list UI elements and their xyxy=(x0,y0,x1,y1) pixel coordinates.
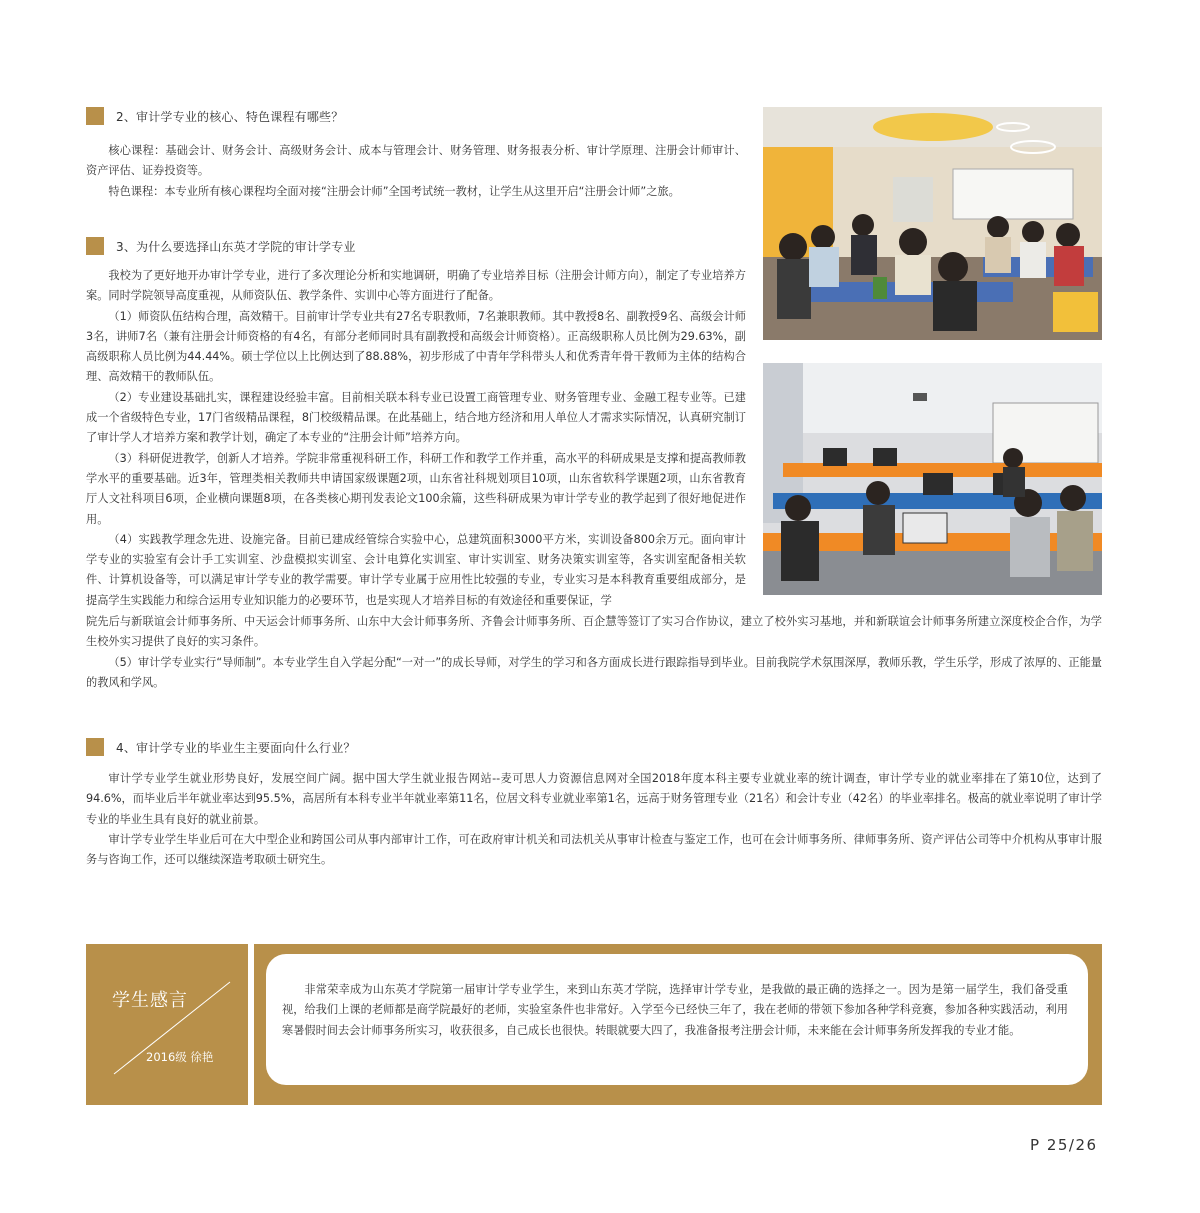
section-3-body: 我校为了更好地开办审计学专业，进行了多次理论分析和实地调研，明确了专业培养目标（注册会计师方向），制定了专业培养方案。同时学院领导高度重视，从师资队伍、教学条件、实训中心等方面进行了配备。 （1）师资队伍结构合理，高效精干。目前审计学专业共有27名专职教师，7名兼职教师。其中教授8名、副教授9名、高级会计师3名，讲师7名（兼有注册会计师资格的有4名，有部分老师同时具有副教授和高级会计师资格）。正高级职称人员比例为29.63%，副高级职称人员比例为44.44%。硕士学位以上比例达到了88.88%，初步形成了中青年学科带头人和优秀青年骨干教师为主体的结构合理、高效精干的教师队伍。 （2）专业建设基础扎实，课程建设经验丰富。目前相关联本科专业已设置工商管理专业、财务管理专业、金融工程专业等。已建成一个省级特色专业，17门省级精品课程，8门校级精品课。在此基础上，结合地方经济和用人单位人才需求实际情况，认真研究制订了审计学人才培养方案和教学计划，确定了本专业的“注册会计师”培养方向。 （3）科研促进教学，创新人才培养。学院非常重视科研工作，科研工作和教学工作并重，高水平的科研成果是支撑和提高教师教学水平的重要基础。近3年，管理类相关教师共申请国家级课题2项，山东省社科规划项目10项，山东省软科学课题2项，山东省教育厅人文社科项目6项，企业横向课题8项，在各类核心期刊发表论文100余篇，这些科研成果为审计学专业的教学起到了很好地促进作用。 （4）实践教学理念先进、设施完备。目前已建成经管综合实验中心，总建筑面积3000平方米，实训设备800余万元。面向审计学专业的实验室有会计手工实训室、沙盘模拟实训室、会计电算化实训室、审计实训室、财务决策实训室等，各实训室配备相关软件、计算机设备等，可以满足审计学专业的教学需要。审计学专业属于应用性比较强的专业，专业实习是本科教育重要组成部分，是提高学生实践能力和综合运用专业知识能力的必要环节，也是实现人才培养目标的有效途径和重要保证，学 xyxy=(86,269,746,607)
heading-square-icon xyxy=(86,107,104,125)
section-2-body: 核心课程：基础会计、财务会计、高级财务会计、成本与管理会计、财务管理、财务报表分析、审计学原理、注册会计师审计、资产评估、证券投资等。 特色课程：本专业所有核心课程均全面对接“注册会计师”全国考试统一教材，让学生从这里开启“注册会计师”之旅。 xyxy=(86,144,746,198)
testimonial-title: 学生感言 xyxy=(112,990,188,1011)
section-4-body: 审计学专业学生就业形势良好，发展空间广阔。据中国大学生就业报告网站--麦可思人力资源信息网对全国2018年度本科主要专业就业率的统计调查，审计学专业的就业率排在了第10位，达到了94.6%，而毕业后半年就业率达到95.5%，高居所有本科专业半年就业率第11名，位居文科专业就业率第1名，远高于财务管理专业（21名）和会计专业（42名）的毕业率排名。极高的就业率说明了审计学专业的毕业生具有良好的就业前景。 审计学专业学生毕业后可在大中型企业和跨国公司从事内部审计工作，可在政府审计机关和司法机关从事审计检查与鉴定工作，也可在会计师事务所、律师事务所、资产评估公司等中介机构从事审计服务与咨询工作，还可以继续深造考取硕士研究生。 xyxy=(86,772,1102,867)
diagonal-line-icon xyxy=(86,944,248,1105)
testimonial-card xyxy=(266,954,1088,1085)
classroom-photo-illustration xyxy=(763,107,1102,340)
computer-lab-photo-illustration xyxy=(763,363,1102,595)
heading-square-icon xyxy=(86,237,104,255)
section-2-heading: 2、审计学专业的核心、特色课程有哪些？ xyxy=(86,107,343,125)
testimonial-label-panel xyxy=(86,944,248,1105)
section-4-heading: 4、审计学专业的毕业生主要面向什么行业？ xyxy=(86,738,356,756)
classroom-photo xyxy=(763,107,1102,340)
computer-lab-photo xyxy=(763,363,1102,595)
testimonial-separator xyxy=(248,944,254,1105)
testimonial-box xyxy=(86,944,1102,1105)
section-3-body-wide: 院先后与新联谊会计师事务所、中天运会计师事务所、山东中大会计师事务所、齐鲁会计师事务所、百企慧等签订了实习合作协议，建立了校外实习基地，并和新联谊会计师事务所建立深度校企合作，为学生校外实习提供了良好的实习条件。 （5）审计学专业实行“导师制”。本专业学生自入学起分配“一对一”的成长导师，对学生的学习和各方面成长进行跟踪指导到毕业。目前我院学术氛围深厚，教师乐教，学生乐学，形成了浓厚的、正能量的教风和学风。 xyxy=(86,615,1102,689)
testimonial-author: 2016级 徐艳 xyxy=(146,1050,214,1064)
section-3-heading: 3、为什么要选择山东英才学院的审计学专业 xyxy=(86,237,356,255)
heading-square-icon xyxy=(86,738,104,756)
page-number: P 25/26 xyxy=(1030,1136,1098,1154)
testimonial-text: 非常荣幸成为山东英才学院第一届审计学专业学生，来到山东英才学院，选择审计学专业，是我做的最正确的选择之一。因为是第一届学生，我们备受重视，给我们上课的老师都是商学院最好的老师，实验室条件也非常好。入学至今已经快三年了，我在老师的带领下参加各种学科竞赛，参加各种实践活动，利用寒暑假时间去会计师事务所实习，收获很多，自己成长也很快。转眼就要大四了，我准备报考注册会计师，未来能在会计师事务所发挥我的专业才能。 xyxy=(282,983,1068,1037)
